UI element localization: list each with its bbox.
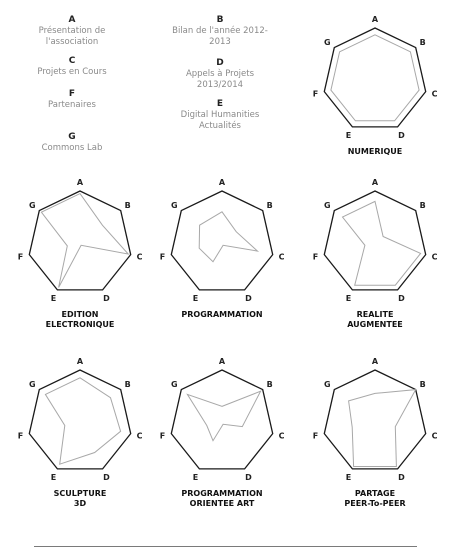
radar-chart-partage-peer-to-peer — [313, 357, 438, 508]
axis-label-f: F — [312, 89, 319, 99]
axis-label-e: E — [345, 131, 352, 140]
radar-chart-programmation — [160, 178, 285, 319]
radar-chart-programmation-orientee-art — [160, 357, 285, 508]
radar-chart-numerique — [313, 15, 438, 156]
axis-label-d: D — [103, 473, 110, 482]
chart-title: PEER-To-PEER — [344, 499, 406, 508]
axis-label-f: F — [312, 252, 319, 262]
axis-label-f: F — [312, 431, 319, 441]
axis-label-d: D — [245, 294, 252, 303]
axis-label-b: B — [419, 201, 426, 210]
axis-label-e: E — [192, 294, 199, 303]
radar-frame — [324, 370, 425, 469]
axis-label-g: G — [29, 201, 36, 210]
axis-label-b: B — [419, 38, 426, 47]
axis-label-g: G — [171, 201, 178, 210]
radar-chart-sculpture-3d — [18, 357, 143, 508]
chart-title: PROGRAMMATION — [181, 489, 263, 498]
axis-label-a: A — [371, 178, 379, 187]
chart-title: SCULPTURE — [53, 489, 107, 498]
axis-label-c: C — [431, 431, 438, 441]
chart-title: AUGMENTEE — [347, 320, 403, 329]
legend-key: D — [216, 58, 224, 68]
legend-key: E — [216, 99, 224, 109]
chart-title: ELECTRONIQUE — [45, 320, 115, 329]
axis-label-c: C — [431, 252, 438, 262]
legend-key: G — [68, 132, 76, 142]
axis-label-c: C — [278, 252, 285, 262]
axis-label-d: D — [398, 473, 405, 482]
axis-label-d: D — [398, 294, 405, 303]
radar-frame — [171, 191, 272, 290]
chart-title: NUMERIQUE — [347, 147, 403, 156]
axis-label-b: B — [419, 380, 426, 389]
axis-label-g: G — [324, 201, 331, 210]
axis-label-b: B — [124, 201, 131, 210]
axis-label-f: F — [17, 431, 24, 441]
axis-label-g: G — [324, 38, 331, 47]
legend-key: C — [68, 56, 76, 66]
radar-frame — [171, 370, 272, 469]
axis-label-b: B — [266, 380, 273, 389]
axis-label-f: F — [17, 252, 24, 262]
axis-label-a: A — [76, 178, 84, 187]
axis-label-a: A — [218, 178, 226, 187]
axis-label-e: E — [192, 473, 199, 482]
axis-label-f: F — [159, 252, 166, 262]
axis-label-f: F — [159, 431, 166, 441]
axis-label-g: G — [171, 380, 178, 389]
radar-frame — [324, 28, 425, 127]
radar-series — [187, 391, 260, 441]
chart-title: REALITE — [356, 310, 394, 319]
radar-chart-edition-electronique — [18, 178, 143, 329]
radar-series — [331, 35, 419, 121]
radar-frame — [29, 370, 130, 469]
legend-key: B — [216, 15, 224, 25]
axis-label-c: C — [136, 431, 143, 441]
axis-label-d: D — [103, 294, 110, 303]
axis-label-b: B — [266, 201, 273, 210]
legend-desc: Appels à Projets 2013/2014 — [185, 69, 255, 90]
legend-desc: Présentation de l'association — [38, 26, 106, 47]
axis-label-g: G — [324, 380, 331, 389]
axis-label-d: D — [245, 473, 252, 482]
axis-label-e: E — [345, 294, 352, 303]
radar-series — [349, 390, 416, 467]
axis-label-a: A — [76, 357, 84, 366]
legend-key: A — [68, 15, 76, 25]
legend-desc: Commons Lab — [41, 143, 103, 153]
axis-label-e: E — [50, 294, 57, 303]
radar-frame — [324, 191, 425, 290]
radar-chart-realite-augmentee — [313, 178, 438, 329]
axis-label-e: E — [345, 473, 352, 482]
axis-label-a: A — [218, 357, 226, 366]
axis-label-b: B — [124, 380, 131, 389]
axis-label-e: E — [50, 473, 57, 482]
chart-title: EDITION — [61, 310, 99, 319]
axis-label-c: C — [278, 431, 285, 441]
legend-desc: Digital Humanities Actualités — [180, 110, 260, 131]
legend-key: F — [68, 89, 76, 99]
chart-title: ORIENTEE ART — [189, 499, 255, 508]
radar-series — [343, 201, 421, 285]
axis-label-g: G — [29, 380, 36, 389]
axis-label-a: A — [371, 357, 379, 366]
axis-label-d: D — [398, 131, 405, 140]
legend-desc: Projets en Cours — [37, 67, 107, 77]
axis-label-c: C — [431, 89, 438, 99]
chart-title: 3D — [73, 499, 87, 508]
chart-title: PROGRAMMATION — [181, 310, 263, 319]
legend-desc: Partenaires — [48, 100, 96, 110]
footer-divider — [34, 546, 417, 547]
radar-series — [199, 212, 257, 262]
axis-label-c: C — [136, 252, 143, 262]
radar-series — [45, 378, 120, 464]
chart-title: PARTAGE — [354, 489, 396, 498]
legend-desc: Bilan de l'année 2012-2013 — [172, 26, 268, 47]
axis-label-a: A — [371, 15, 379, 24]
